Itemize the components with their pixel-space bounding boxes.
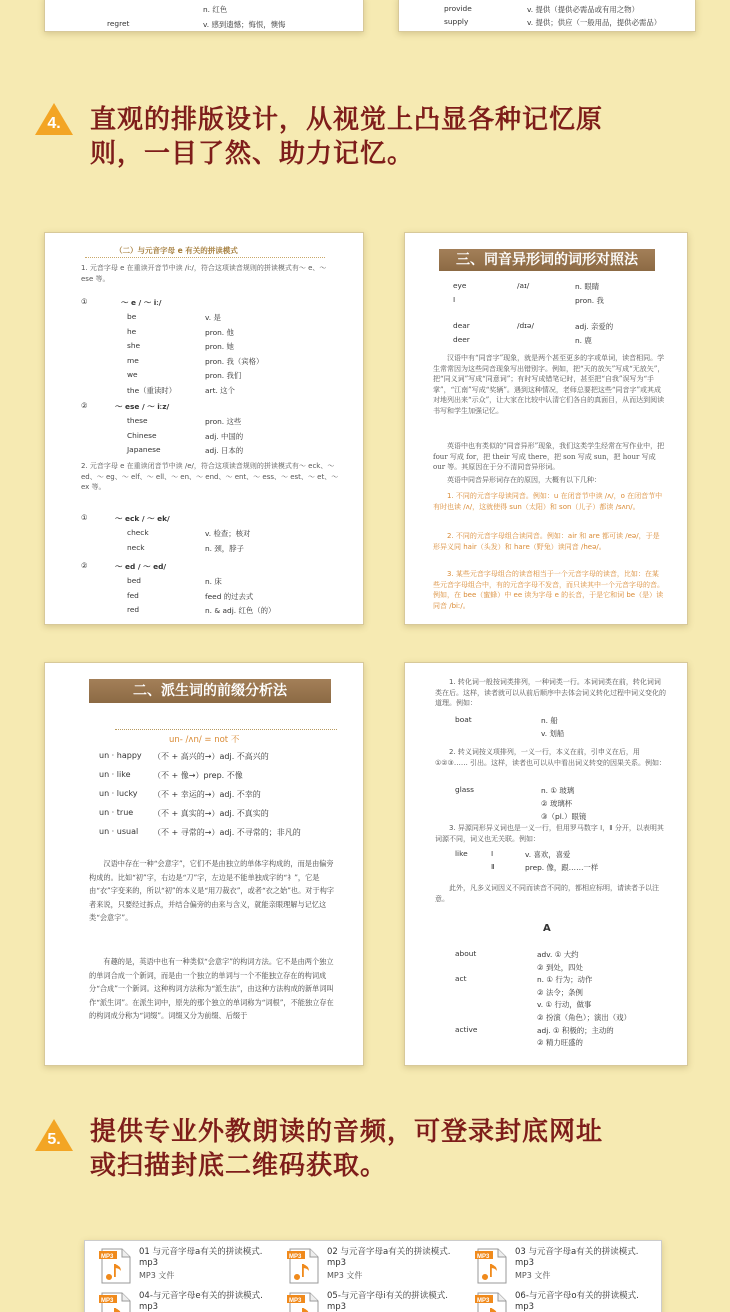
homophone-word: deer: [453, 335, 470, 344]
example-definition: ② 玻璃杯: [541, 799, 573, 808]
word-definition: n. 鹿: [575, 336, 592, 345]
phonics-page-card: [44, 232, 364, 625]
svg-text:MP3: MP3: [101, 1298, 114, 1304]
svg-text:MP3: MP3: [477, 1298, 490, 1304]
word-definition: n. & adj. 红色（的）: [205, 606, 276, 615]
reason-item: 1. 不同的元音字母读同音。例如：u 在闭音节中读 /ʌ/，o 在闭音节中有时也读 /ʌ/，这就使得 sun（太阳）和 son（儿子）都读 /sʌn/。: [433, 492, 663, 511]
prefix-word: un · happy: [99, 751, 142, 760]
file-type: MP3 文件: [139, 1271, 175, 1280]
audio-file-item[interactable]: [287, 1247, 467, 1291]
rule-text: 1. 元音字母 e 在重读开音节中读 /iː/，符合这项读音规则的拼读模式有～ e、～ ese 等。: [81, 264, 327, 283]
group-number: ②: [81, 401, 88, 410]
mp3-file-icon: [475, 1247, 511, 1287]
file-type: MP3 文件: [515, 1271, 551, 1280]
word: bed: [127, 576, 141, 585]
prefix-word: un · lucky: [99, 789, 138, 798]
audio-file-item[interactable]: [99, 1247, 279, 1291]
word: check: [127, 528, 149, 537]
entry-word: supply: [444, 17, 469, 26]
top-right-card: [398, 0, 696, 32]
section-ribbon: 三、同音异形词的词形对照法: [439, 249, 655, 271]
rule-text: 3. 异源同形异义词也是一义一行，但用罗马数字 Ⅰ，Ⅱ 分开，以表明其词源不同，词义也无关联。例如：: [435, 824, 664, 843]
roman-numeral: Ⅱ: [491, 862, 495, 871]
section-ribbon: 二、派生词的前缀分析法: [89, 679, 331, 703]
prefix-word: un · usual: [99, 827, 139, 836]
example-definition: n. ① 玻璃: [541, 786, 575, 795]
roman-numeral: Ⅰ: [491, 849, 494, 858]
file-name: 03 与元音字母a有关的拼读模式.: [515, 1247, 639, 1257]
paragraph: 此外，凡多义词因义不同而读音不同的，都相应标明，请读者予以注意。: [435, 884, 659, 903]
word-definition: pron. 我: [575, 296, 604, 305]
entry-headword: about: [455, 949, 477, 958]
example-word: glass: [455, 785, 474, 794]
phonetic: /aɪ/: [517, 281, 530, 290]
word: these: [127, 416, 148, 425]
svg-text:MP3: MP3: [289, 1298, 302, 1304]
entry-sense: ② 精力旺盛的: [537, 1038, 583, 1048]
prefix-breakdown: （不 + 像→）prep. 不像: [153, 771, 243, 780]
file-grid: [85, 1241, 662, 1312]
file-extension: mp3: [139, 1258, 159, 1268]
mp3-file-icon: [287, 1247, 323, 1287]
section-title: 则，一目了然、助力记忆。: [90, 139, 415, 169]
entry-definition: n. 红色: [203, 5, 228, 14]
audio-file-panel: [84, 1240, 662, 1312]
example-definition: n. 船: [541, 716, 558, 725]
section-title: 或扫描封底二维码获取。: [90, 1151, 388, 1181]
section-title: 提供专业外教朗读的音频，可登录封底网址: [90, 1117, 604, 1147]
word-definition: n. 床: [205, 577, 222, 586]
phonetic: /dɪə/: [517, 321, 534, 330]
homophone-word: eye: [453, 281, 467, 290]
word: the（重读时）: [127, 385, 177, 395]
file-name: 01 与元音字母a有关的拼读模式.: [139, 1247, 263, 1257]
pattern-label: ～ ed / ～ ed/: [115, 562, 167, 571]
homophone-page-card: [404, 232, 688, 625]
prefix-word: un · like: [99, 770, 131, 779]
file-extension: mp3: [515, 1258, 535, 1268]
word-definition: pron. 他: [205, 327, 234, 337]
file-extension: mp3: [515, 1302, 535, 1312]
svg-text:MP3: MP3: [477, 1254, 490, 1260]
group-number: ①: [81, 513, 88, 522]
entry-headword: active: [455, 1024, 478, 1034]
paragraph: 英语中也有类似的“同音异形”现象，我们这类学生经常在写作业中，把 four 写成 for，把 their 写成 there，把 son 写成 sun，把 hour 写成 our 等。其原因在于分不清同音异形词。: [433, 442, 665, 472]
word-definition: pron. 我们: [205, 371, 242, 380]
prefix-breakdown: （不 + 幸运的→）adj. 不幸的: [153, 790, 261, 799]
word-definition: adj. 日本的: [205, 446, 244, 455]
word: Chinese: [127, 430, 157, 440]
divider: [85, 257, 325, 258]
entry-definition: v. 感到遗憾；悔恨，懊悔: [203, 20, 286, 29]
file-name: 05-与元音字母i有关的拼读模式.: [327, 1291, 448, 1301]
word: Japanese: [127, 445, 161, 454]
mp3-file-icon: [99, 1291, 135, 1312]
entry-definition: v. 提供；供应（一般用品，提供必需品）: [527, 18, 662, 27]
file-type: MP3 文件: [327, 1271, 363, 1280]
entry-sense: v. ① 行动，做事: [537, 1000, 592, 1010]
prefix-word: un · true: [99, 808, 134, 817]
letter-heading: A: [543, 923, 551, 934]
prefix-breakdown: （不 + 真实的→）adj. 不真实的: [153, 809, 269, 818]
file-extension: mp3: [327, 1258, 347, 1268]
entry-sense: ② 到处，四处: [537, 962, 583, 972]
entry-definition: v. 提供（提供必需品或有用之物）: [527, 5, 639, 14]
audio-file-item[interactable]: [475, 1247, 655, 1291]
prefix-breakdown: （不 + 高兴的→）adj. 不高兴的: [153, 752, 269, 761]
word-definition: art. 这个: [205, 385, 235, 395]
mp3-file-icon: [287, 1291, 323, 1312]
word: fed: [127, 590, 139, 600]
entry-sense: ② 法令；条例: [537, 987, 583, 997]
audio-file-item[interactable]: [475, 1291, 655, 1312]
svg-text:MP3: MP3: [289, 1254, 302, 1260]
section-number-badge: 5.: [34, 1118, 74, 1152]
entry-sense: adv. ① 大约: [537, 950, 579, 959]
word-definition: pron. 这些: [205, 417, 242, 426]
rule-text: 2. 元音字母 e 在重读闭音节中读 /e/，符合这项读音规则的拼读模式有～ eck、～ ed、～ eg、～ elf、～ ell、～ en、～ end、～ ent、～ ess、～ est、～ et、～ ex 等。: [81, 462, 339, 492]
file-name: 04-与元音字母e有关的拼读模式.: [139, 1291, 263, 1301]
word-definition: pron. 她: [205, 342, 234, 351]
reason-item: 3. 某些元音字母组合的读音相当于一个元音字母的读音，比如：在某些元音字母组合中，有的元音字母不发音，而只读其中一个元音字母的音。例如，在 bee（蜜蜂）中 ee 读为字母 e 的长音，于是它和词 be（是）读同音 /biː/。: [433, 570, 664, 610]
word: she: [127, 341, 141, 350]
group-number: ②: [81, 561, 88, 570]
section-number-badge: 4.: [34, 102, 74, 136]
word-definition: pron. 我（宾格）: [205, 356, 264, 366]
paragraph: 有趣的是，英语中也有一种类似“会意字”的构词方法。它不是由两个独立的单词合成一个新词，而是由一个独立的单词与一个不能独立存在的构词成分“合成”一个新词。这种构词方法称为“派生法”，由这种方法构成的新单词叫作“派生词”。在派生词中，原先的那个独立的单词称为“词根”，不能独立存在的构词成分称为“词缀”。词缀又分为前缀、后缀于: [89, 957, 334, 1020]
word: be: [127, 312, 137, 321]
example-definition: v. 划船: [541, 729, 565, 738]
audio-file-item[interactable]: [99, 1291, 279, 1312]
entry-word: provide: [444, 4, 472, 13]
group-number: ①: [81, 297, 88, 306]
page-subtitle: （二）与元音字母 e 有关的拼读模式: [115, 246, 238, 255]
entry-sense: ② 扮演（角色）；演出（戏）: [537, 1013, 631, 1022]
audio-file-item[interactable]: [287, 1291, 467, 1312]
pattern-label: ～ e / ～ iː/: [121, 298, 162, 307]
file-name: 06-与元音字母o有关的拼读模式.: [515, 1291, 639, 1301]
word: we: [127, 370, 138, 379]
word-definition: v. 是: [205, 313, 221, 322]
example-definition: ③（pl.）眼镜: [541, 812, 587, 821]
pattern-label: ～ ese / ～ iːz/: [115, 402, 170, 411]
entry-headword: act: [455, 974, 467, 984]
prefix-page-card: [44, 662, 364, 1066]
paragraph: 汉语中存在一种“会意字”，它们不是由独立的单体字构成的，而是由偏旁构成的。比如“初”字，右边是“刀”字，左边是不能单独成字的“衤”，它是由“衣”字变来的，所以“初”的本义是“用刀裁衣”，或者“衣之始”也。对于构字者来说，只要经过拆点，并结合偏旁的由来与含义，就能亲眼理解与记忆这类“会意字”。: [89, 859, 335, 922]
file-name: 02 与元音字母a有关的拼读模式.: [327, 1247, 451, 1257]
mp3-file-icon: [99, 1247, 135, 1287]
entry-sense: adj. ① 积极的；主动的: [537, 1025, 614, 1035]
example-word: like: [455, 849, 468, 858]
word-definition: feed 的过去式: [205, 591, 254, 601]
reason-item: 2. 不同的元音字母组合读同音。例如：air 和 are 都可读 /eə/，于是形异义同 hair（头发）和 hare（野兔）读同音 /heə/。: [433, 532, 660, 551]
word-definition: n. 眼睛: [575, 282, 600, 291]
word: neck: [127, 542, 145, 552]
entry-sense: n. ① 行为；动作: [537, 975, 593, 985]
example-definition: prep. 像，跟……一样: [525, 863, 599, 872]
homophone-word: dear: [453, 321, 470, 330]
word-definition: n. 颈，脖子: [205, 543, 244, 553]
file-extension: mp3: [139, 1302, 159, 1312]
pattern-label: ～ eck / ～ ek/: [115, 514, 170, 523]
divider: [115, 729, 337, 730]
rule-text: 2. 转义词按义项排列，一义一行，本义在前，引申义在后，用 ①②③…… 引出。这样，读者也可以从中看出词义转变的因果关系。例如：: [435, 748, 667, 767]
mp3-file-icon: [475, 1291, 511, 1312]
word: red: [127, 605, 140, 614]
word-definition: adj. 亲爱的: [575, 322, 614, 331]
paragraph: 英语中同音异形词存在的原因，大概有以下几种：: [447, 476, 601, 484]
homophone-word: I: [453, 295, 456, 304]
file-extension: mp3: [327, 1302, 347, 1312]
rule-text: 1. 转化词一般按词类排列，一种词类一行。本词词类在前，转化词词类在后。这样，读者就可以从前后顺序中去体会词义转化过程中词义变化的道理。例如：: [435, 678, 666, 708]
example-word: boat: [455, 715, 472, 724]
svg-text:MP3: MP3: [101, 1254, 114, 1260]
section-title: 直观的排版设计，从视觉上凸显各种记忆原: [90, 105, 604, 135]
entry-word: regret: [107, 19, 130, 28]
word-definition: v. 检查；核对: [205, 529, 251, 538]
polysemy-page-card: [404, 662, 688, 1066]
top-left-card: [44, 0, 364, 32]
prefix-breakdown: （不 + 寻常的→）adj. 不寻常的；非凡的: [153, 828, 301, 837]
paragraph: 汉语中有“同音字”现象，就是两个甚至更多的字或单词，读音相同。学生常常因为这些同音现象写出错别字。例如，把“天的放矢”写成“无放矢”，把“同义词”写成“同意词”；有时写成错笔记时，甚至把“自我”误写为“手掌”，“江南”写成“奖辆”。遇到这种情况，老师总要把这些“同音字”或其成对地列出来“示众”，让大家在比较中认清它们各自的真面目，从而达到阅读书写和学生加强记忆。: [433, 354, 665, 415]
word: me: [127, 355, 139, 365]
word-definition: adj. 中国的: [205, 431, 244, 441]
prefix-formula: un- /ʌn/ = not 不: [169, 735, 240, 745]
word: he: [127, 326, 137, 336]
example-definition: v. 喜欢，喜爱: [525, 850, 571, 859]
